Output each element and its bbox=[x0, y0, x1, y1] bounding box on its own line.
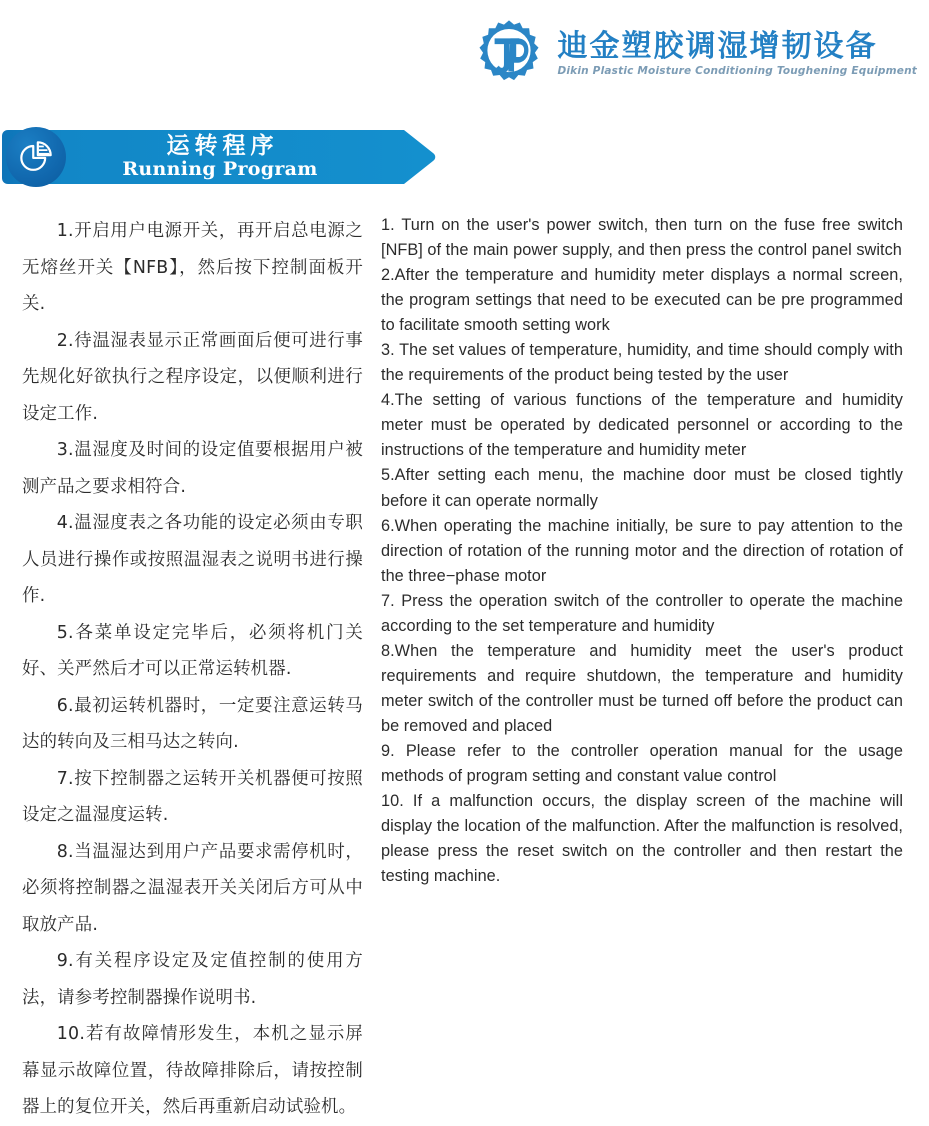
section-banner bbox=[0, 124, 437, 190]
pie-chart-icon bbox=[6, 127, 66, 187]
paragraph-cn: 4.温湿度表之各功能的设定必须由专职人员进行操作或按照温湿表之说明书进行操作. bbox=[22, 513, 363, 606]
banner-title-cn: 运转程序 bbox=[166, 131, 279, 159]
paragraph-en: 7. Press the operation switch of the controller to operate the machine according to the set temperature and humidity bbox=[381, 591, 903, 635]
brand-name-cn: 迪金塑胶调湿增韧设备 bbox=[557, 28, 878, 64]
paragraph-en: 3. The set values of temperature, humidity, and time should comply with the requirements of the product being tested by the user bbox=[381, 341, 903, 385]
banner-body bbox=[0, 124, 437, 190]
gear-monogram-logo-icon bbox=[471, 16, 547, 88]
paragraph-en: 1. Turn on the user's power switch, then turn on the fuse free switch [NFB] of the main power supply, and then press the control panel switch bbox=[381, 216, 903, 260]
paragraph-en: 8.When the temperature and humidity meet the user's product requirements and require shutdown, the temperature and humidity meter switch of the controller must be turned off before the product can be removed and placed bbox=[381, 641, 903, 735]
paragraph-en: 4.The setting of various functions of the temperature and humidity meter must be operated by dedicated personnel or according to the instructions of the temperature and humidity meter bbox=[381, 391, 903, 460]
paragraph-en: 5.After setting each menu, the machine door must be closed tightly before it can operate normally bbox=[381, 466, 903, 510]
paragraph-cn: 6.最初运转机器时，一定要注意运转马达的转向及三相马达之转向. bbox=[22, 695, 363, 752]
paragraph-cn: 2.待温湿表显示正常画面后便可进行事先规化好欲执行之程序设定，以便顺利进行设定工作. bbox=[22, 330, 363, 424]
paragraph-cn: 3.温湿度及时间的设定值要根据用户被测产品之要求相符合. bbox=[22, 440, 363, 497]
paragraph-cn: 1.开启用户电源开关，再开启总电源之无熔丝开关【NFB】，然后按下控制面板开关. bbox=[22, 221, 363, 314]
paragraph-cn: 7.按下控制器之运转开关机器便可按照设定之温湿度运转. bbox=[22, 768, 363, 825]
paragraph-cn: 5.各菜单设定完毕后，必须将机门关好、关严然后才可以正常运转机器. bbox=[22, 622, 363, 679]
paragraph-en: 6.When operating the machine initially, be sure to pay attention to the direction of rotation of the running motor and the direction of rotation of the three−phase motor bbox=[381, 516, 903, 585]
paragraph-cn: 9.有关程序设定及定值控制的使用方法，请参考控制器操作说明书. bbox=[22, 951, 363, 1008]
brand-text bbox=[557, 27, 917, 78]
paragraph-cn: 8.当温湿达到用户产品要求需停机时，必须将控制器之温湿表开关关闭后方可从中取放产品. bbox=[22, 841, 363, 935]
banner-titles bbox=[70, 124, 370, 190]
english-text-column bbox=[381, 213, 903, 889]
brand-name-en: Dikin Plastic Moisture Conditioning Toughening Equipment bbox=[557, 65, 917, 78]
paragraph-en: 9. Please refer to the controller operation manual for the usage methods of program setting and constant value control bbox=[381, 741, 903, 786]
paragraph-cn: 10.若有故障情形发生，本机之显示屏幕显示故障位置，待故障排除后，请按控制器上的复位开关，然后再重新启动试验机。 bbox=[22, 1024, 363, 1117]
paragraph-en: 2.After the temperature and humidity meter displays a normal screen, the program settings that need to be executed can be pre programmed to facilitate smooth setting work bbox=[381, 266, 903, 335]
chinese-text-column bbox=[22, 213, 363, 1126]
banner-title-en: Running Program bbox=[122, 158, 318, 181]
brand-header bbox=[471, 12, 917, 92]
paragraph-en: 10. If a malfunction occurs, the display screen of the machine will display the location of the malfunction. After the malfunction is resolved, please press the reset switch on the controller and then restart the testing machine. bbox=[381, 792, 903, 886]
